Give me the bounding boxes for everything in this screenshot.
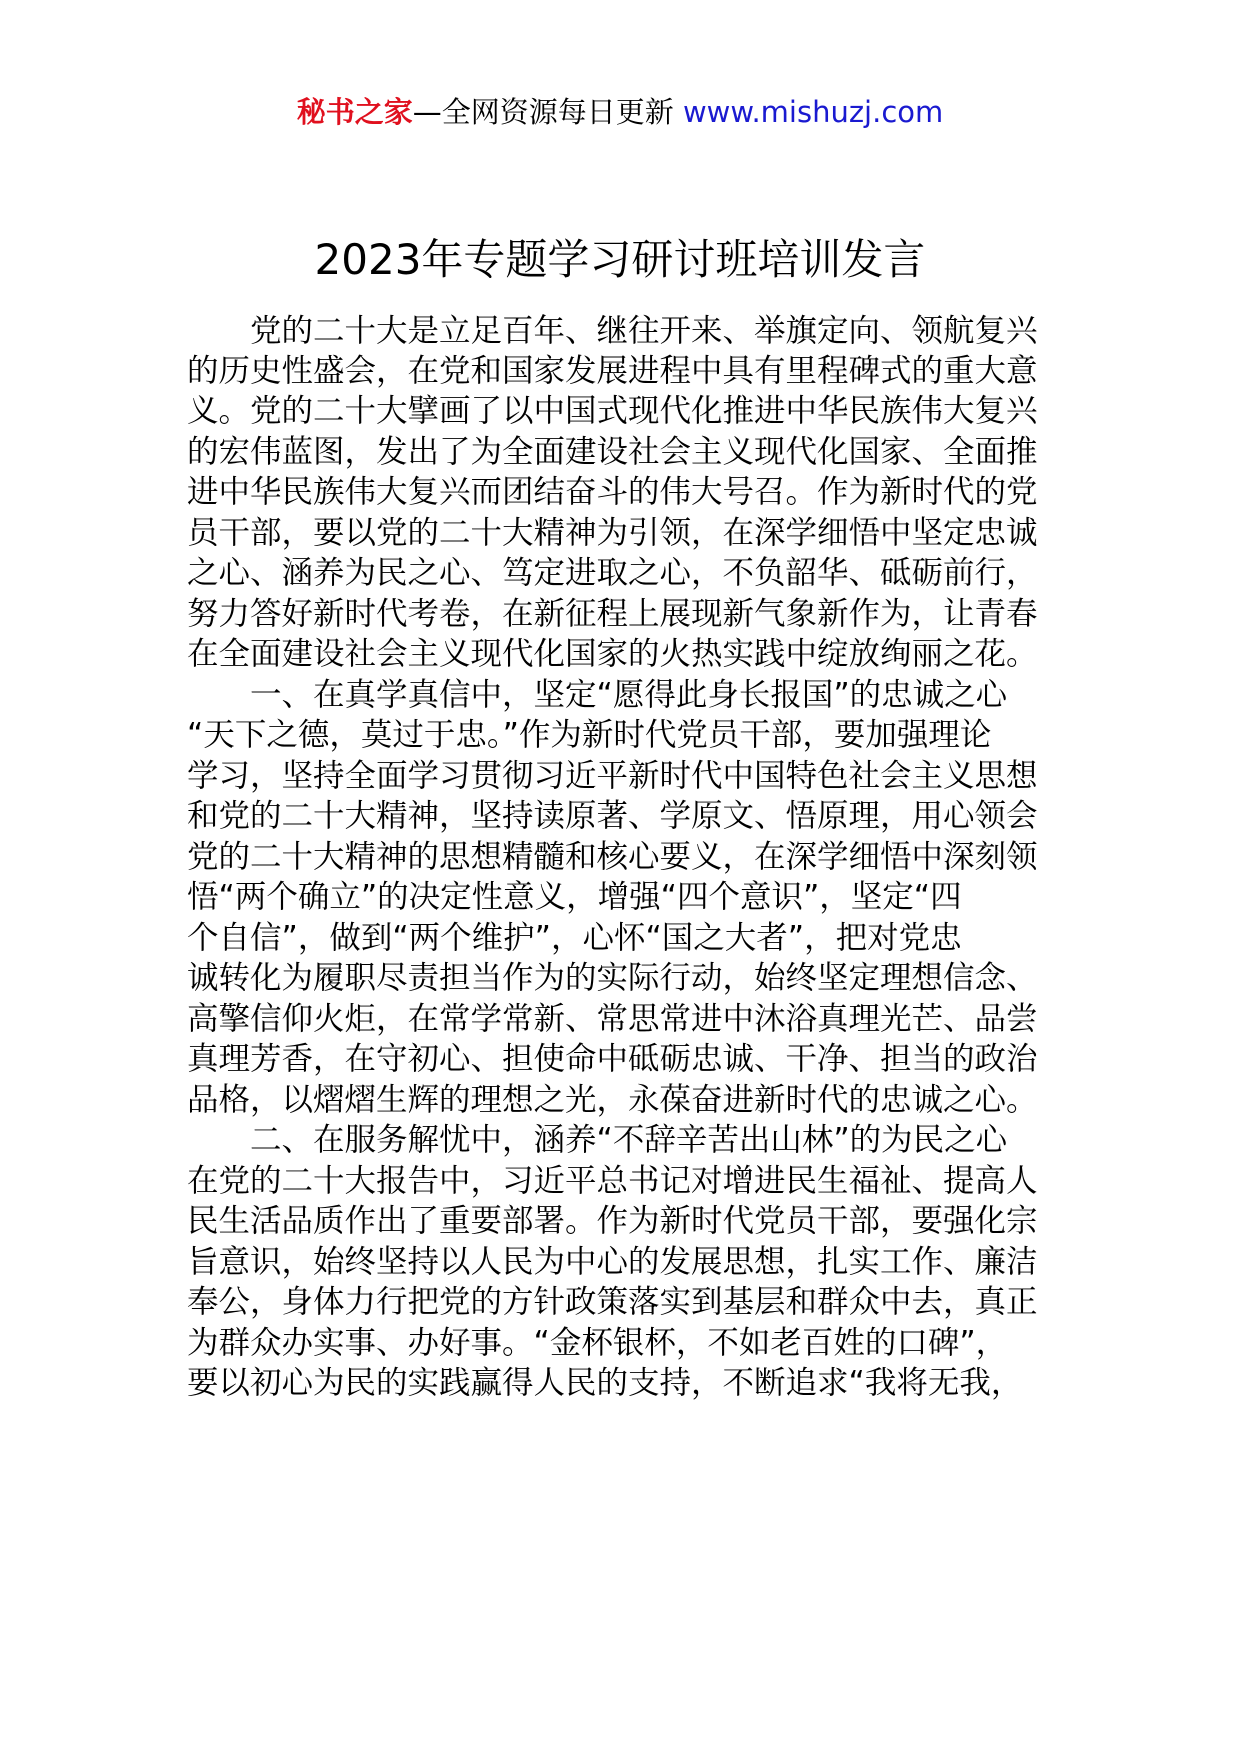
- section-heading: 一、在真学真信中，坚定“愿得此身长报国”的忠诚之心: [250, 677, 1008, 713]
- site-brand: 秘书之家: [296, 95, 413, 129]
- body-line: 品格，以熠熠生辉的理想之光，永葆奋进新时代的忠诚之心。: [187, 1082, 1038, 1118]
- body-line: 为群众办实事、办好事。“金杯银杯，不如老百姓的口碑”，: [187, 1325, 1008, 1361]
- body-line: 真理芳香，在守初心、担使命中砥砺忠诚、干净、担当的政治: [187, 1041, 1038, 1077]
- body-line: 党的二十大精神的思想精髓和核心要义，在深学细悟中深刻领: [187, 839, 1038, 875]
- site-slogan: —全网资源每日更新: [412, 95, 674, 129]
- body-line: 悟“两个确立”的决定性意义，增强“四个意识”，坚定“四: [187, 879, 962, 915]
- body-line: 的宏伟蓝图，发出了为全面建设社会主义现代化国家、全面推: [187, 434, 1038, 470]
- section-heading: 二、在服务解忧中，涵养“不辞辛苦出山林”的为民之心: [250, 1122, 1008, 1158]
- body-line: 的历史性盛会，在党和国家发展进程中具有里程碑式的重大意: [187, 353, 1038, 389]
- body-line: 员干部，要以党的二十大精神为引领，在深学细悟中坚定忠诚: [187, 515, 1038, 551]
- body-line: 旨意识，始终坚持以人民为中心的发展思想，扎实工作、廉洁: [187, 1244, 1038, 1280]
- body-line: 之心、涵养为民之心、笃定进取之心，不负韶华、砥砺前行，: [187, 555, 1038, 591]
- body-line: 学习，坚持全面学习贯彻习近平新时代中国特色社会主义思想: [187, 758, 1038, 794]
- body-line: 进中华民族伟大复兴而团结奋斗的伟大号召。作为新时代的党: [187, 474, 1038, 510]
- body-line: 在党的二十大报告中，习近平总书记对增进民生福祉、提高人: [187, 1163, 1038, 1199]
- site-header: [0, 92, 1240, 132]
- body-line: “天下之德，莫过于忠。”作为新时代党员干部，要加强理论: [187, 717, 992, 753]
- body-line: 和党的二十大精神，坚持读原著、学原文、悟原理，用心领会: [187, 798, 1038, 834]
- body-line: 要以初心为民的实践赢得人民的支持，不断追求“我将无我，: [187, 1365, 1023, 1401]
- body-line: 义。党的二十大擘画了以中国式现代化推进中华民族伟大复兴: [187, 393, 1038, 429]
- body-line: 努力答好新时代考卷，在新征程上展现新气象新作为，让青春: [187, 596, 1038, 632]
- body-line: 在全面建设社会主义现代化国家的火热实践中绽放绚丽之花。: [187, 636, 1038, 672]
- body-line: 奉公，身体力行把党的方针政策落实到基层和群众中去，真正: [187, 1284, 1038, 1320]
- body-line: 高擎信仰火炬，在常学常新、常思常进中沐浴真理光芒、品尝: [187, 1001, 1038, 1037]
- site-url[interactable]: www.mishuzj.com: [682, 95, 944, 129]
- document-title: 2023年专题学习研讨班培训发言: [314, 235, 926, 284]
- body-line: 诚转化为履职尽责担当作为的实际行动，始终坚定理想信念、: [187, 960, 1038, 996]
- body-line: 民生活品质作出了重要部署。作为新时代党员干部，要强化宗: [187, 1203, 1038, 1239]
- body-line: 党的二十大是立足百年、继往开来、举旗定向、领航复兴: [250, 313, 1038, 349]
- body-line: 个自信”，做到“两个维护”，心怀“国之大者”，把对党忠: [187, 920, 962, 956]
